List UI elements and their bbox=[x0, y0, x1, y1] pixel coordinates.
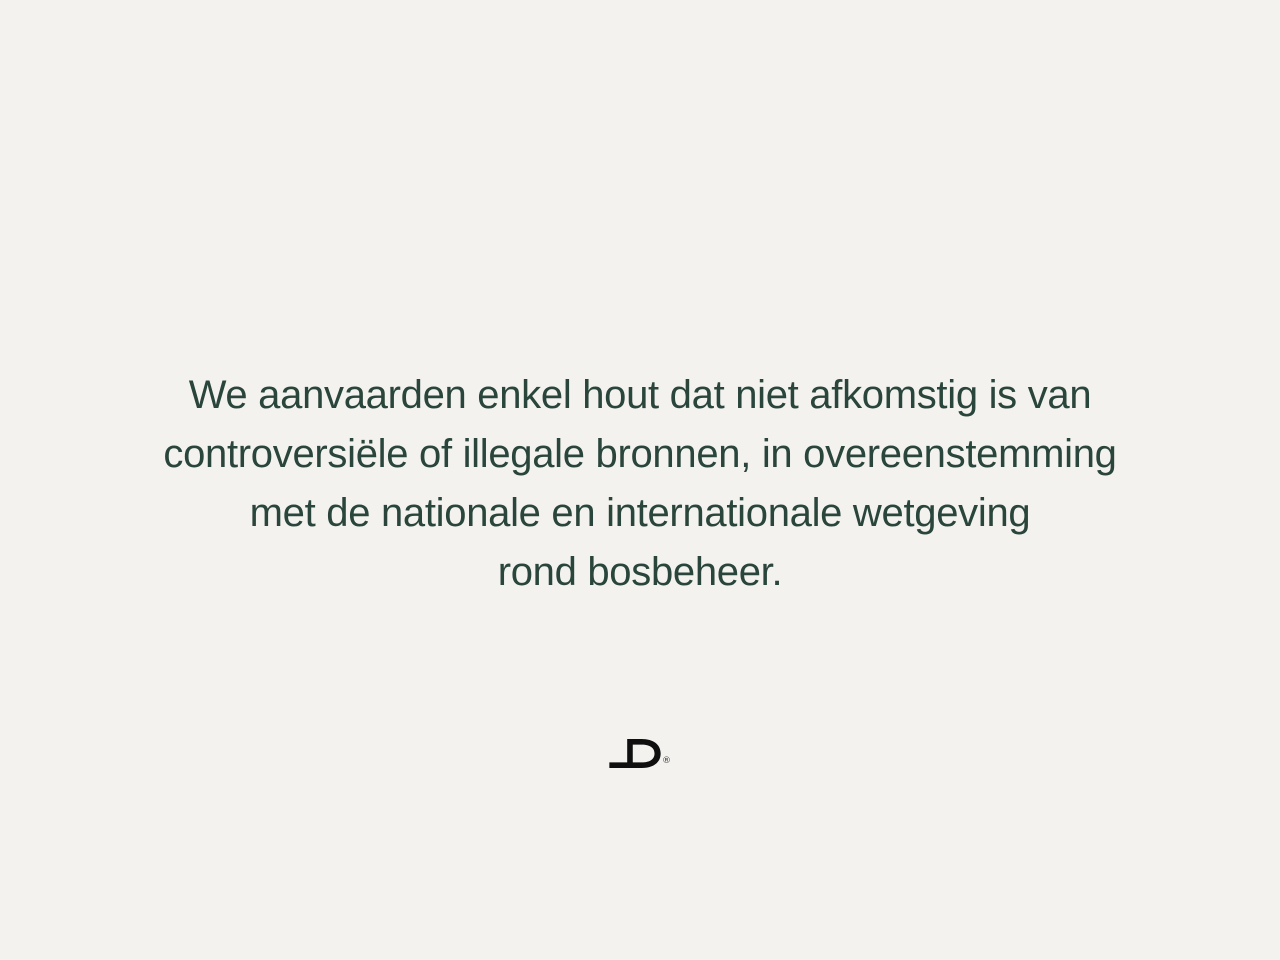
brand-logo bbox=[0, 739, 1280, 768]
brand-d-logo-icon bbox=[609, 739, 661, 768]
statement-line-1: We aanvaarden enkel hout dat niet afkomstig is van bbox=[188, 373, 1092, 417]
mission-statement bbox=[0, 366, 1280, 602]
statement-line-4: rond bosbeheer. bbox=[497, 550, 783, 594]
statement-line-3: met de nationale en internationale wetgeving bbox=[249, 491, 1031, 535]
statement-line-2: controversiële of illegale bronnen, in overeenstemming bbox=[163, 432, 1117, 476]
registered-trademark-icon: ® bbox=[662, 756, 671, 766]
